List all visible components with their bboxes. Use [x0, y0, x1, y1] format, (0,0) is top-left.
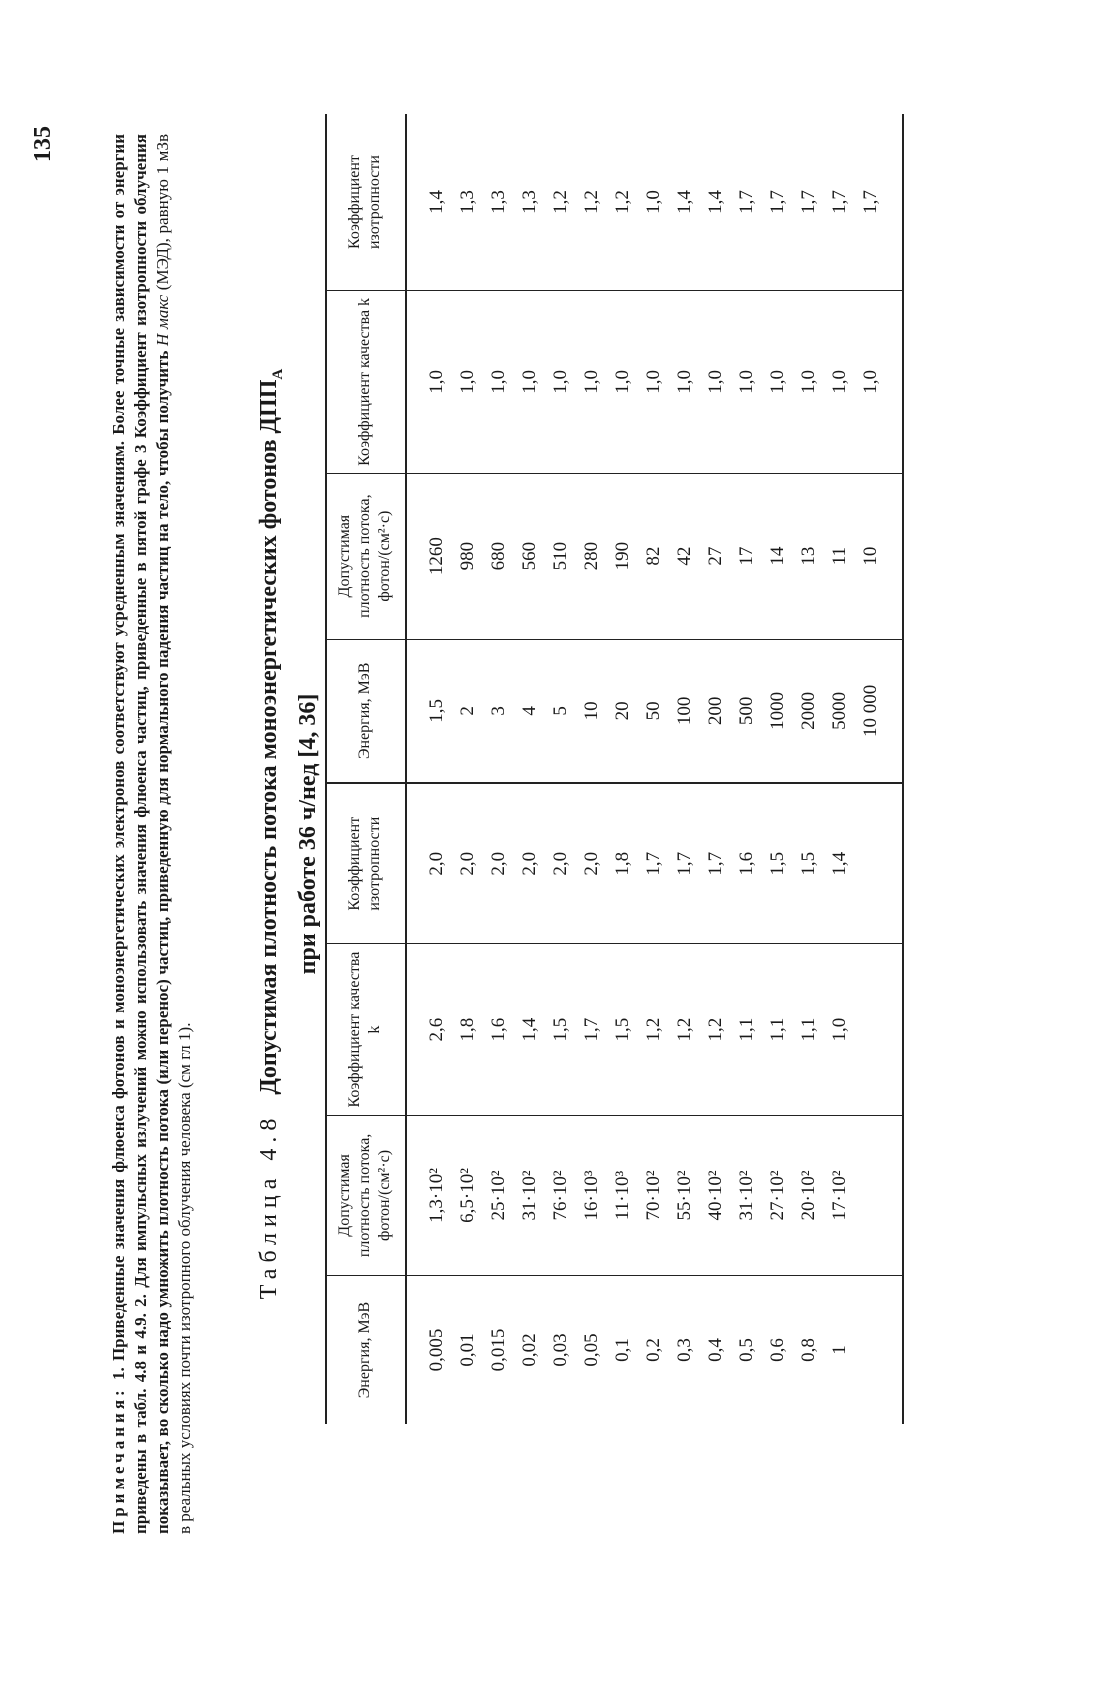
cell-isotropy-1: 2,0	[406, 783, 452, 944]
cell-isotropy-2: 1,7	[824, 114, 855, 291]
cell-quality-2: 1,0	[824, 291, 855, 474]
header-isotropy-1: Коэффициент изотропности	[326, 783, 406, 944]
cell-isotropy-2: 1,7	[762, 114, 793, 291]
cell-isotropy-1: 2,0	[545, 783, 576, 944]
table-row	[855, 114, 903, 1424]
cell-energy-2: 100	[669, 639, 700, 783]
cell-flux-1: 55·10²	[669, 1115, 700, 1275]
table-row	[576, 114, 607, 1424]
cell-quality-1: 1,5	[607, 944, 638, 1115]
cell-energy-1: 1	[829, 1345, 850, 1355]
cell-quality-1	[855, 944, 903, 1115]
notes-hmax: H макс	[153, 294, 172, 346]
cell-energy-1: 0,3	[674, 1338, 695, 1362]
table-row	[638, 114, 669, 1424]
cell-flux-1: 1,3·10²	[406, 1115, 452, 1275]
cell-energy-2: 4	[514, 639, 545, 783]
cell-flux-1: 31·10²	[514, 1115, 545, 1275]
cell-energy-2: 10 000	[855, 639, 903, 783]
table-number: Таблица 4.8	[256, 1112, 282, 1300]
cell-flux-1: 40·10²	[700, 1115, 731, 1275]
cell-energy-1: 0,005	[426, 1328, 447, 1372]
cell-isotropy-2: 1,4	[669, 114, 700, 291]
page-number: 135	[30, 126, 56, 162]
header-isotropy-2: Коэффициент изотропности	[326, 114, 406, 291]
table-row	[452, 114, 483, 1424]
cell-energy-1	[855, 1276, 903, 1424]
table-subtitle: при работе 36 ч/нед [4, 36]	[294, 693, 321, 975]
cell-isotropy-1: 2,0	[514, 783, 545, 944]
cell-isotropy-2: 1,4	[406, 114, 452, 291]
cell-quality-2: 1,0	[700, 291, 731, 474]
cell-quality-1: 1,1	[731, 944, 762, 1115]
table-row	[700, 114, 731, 1424]
header-quality-2: Коэффициент качества k	[326, 291, 406, 474]
cell-energy-2: 20	[607, 639, 638, 783]
cell-energy-1: 0,015	[488, 1328, 509, 1372]
cell-energy-2: 3	[483, 639, 514, 783]
cell-energy-1: 0,05	[581, 1333, 602, 1367]
cell-quality-1: 1,7	[576, 944, 607, 1115]
table-row	[793, 114, 824, 1424]
cell-energy-1: 0,2	[643, 1338, 664, 1362]
cell-flux-2: 17	[731, 473, 762, 639]
cell-energy-2: 200	[700, 639, 731, 783]
cell-isotropy-2: 1,4	[700, 114, 731, 291]
cell-isotropy-2: 1,2	[545, 114, 576, 291]
cell-quality-1: 1,1	[762, 944, 793, 1115]
cell-quality-2: 1,0	[855, 291, 903, 474]
cell-isotropy-2: 1,2	[607, 114, 638, 291]
cell-quality-2: 1,0	[576, 291, 607, 474]
cell-quality-1: 1,0	[824, 944, 855, 1115]
cell-energy-1: 0,1	[612, 1338, 633, 1362]
cell-quality-1: 1,8	[452, 944, 483, 1115]
cell-isotropy-2: 1,7	[731, 114, 762, 291]
header-flux-1: Допустимая плотность потока, фотон/(см²·с)	[326, 1115, 406, 1275]
header-energy-1: Энергия, МэВ	[326, 1276, 406, 1424]
cell-flux-1: 31·10²	[731, 1115, 762, 1275]
cell-quality-2: 1,0	[731, 291, 762, 474]
table-caption	[254, 124, 323, 1544]
cell-flux-2: 11	[824, 473, 855, 639]
cell-flux-2: 560	[514, 473, 545, 639]
cell-energy-1: 0,03	[550, 1333, 571, 1367]
cell-isotropy-2: 1,7	[793, 114, 824, 291]
cell-quality-2: 1,0	[545, 291, 576, 474]
cell-energy-2: 10	[576, 639, 607, 783]
cell-flux-2: 1260	[406, 473, 452, 639]
cell-flux-1: 20·10²	[793, 1115, 824, 1275]
cell-quality-2: 1,0	[669, 291, 700, 474]
table-row	[406, 114, 452, 1424]
cell-isotropy-1: 1,6	[731, 783, 762, 944]
cell-isotropy-1: 1,4	[824, 783, 855, 944]
table-header-row	[326, 114, 406, 1424]
cell-quality-2: 1,0	[452, 291, 483, 474]
cell-quality-1: 2,6	[406, 944, 452, 1115]
notes-text-b: (МЭД), равную 1 мЗв в реальных условиях почти изотропного облучения человека (см гл 1).	[153, 134, 194, 1534]
cell-energy-1: 0,8	[798, 1338, 819, 1362]
cell-flux-1: 25·10²	[483, 1115, 514, 1275]
cell-isotropy-1: 1,5	[793, 783, 824, 944]
cell-flux-2: 13	[793, 473, 824, 639]
cell-flux-2: 27	[700, 473, 731, 639]
table-row	[762, 114, 793, 1424]
cell-flux-2: 10	[855, 473, 903, 639]
cell-quality-2: 1,0	[793, 291, 824, 474]
notes-paragraph	[108, 134, 196, 1534]
cell-flux-2: 42	[669, 473, 700, 639]
cell-isotropy-2: 1,7	[855, 114, 903, 291]
cell-quality-1: 1,6	[483, 944, 514, 1115]
cell-flux-2: 980	[452, 473, 483, 639]
cell-energy-2: 500	[731, 639, 762, 783]
cell-isotropy-2: 1,0	[638, 114, 669, 291]
cell-energy-1: 0,6	[767, 1338, 788, 1362]
notes-text-a: 1. Приведенные значения флюенса фотонов и моноэнергетических электронов соответствуют усредненным значениям. Более точные зависимости от энергии приведены в табл. 4.8 и 4.9. 2. Для импульсных излучений можно использовать значения флюенса частиц, приведенные в пятой графе 3 Коэффициент изотропности облучения показывает, во сколько надо умножить плотность потока (или перенос) частиц, приведенную для нормального падения частиц на тело, чтобы получить	[109, 134, 172, 1534]
cell-energy-1: 0,02	[519, 1333, 540, 1367]
cell-isotropy-2: 1,3	[514, 114, 545, 291]
header-quality-1: Коэффициент качества k	[326, 944, 406, 1115]
cell-energy-2: 5	[545, 639, 576, 783]
cell-quality-2: 1,0	[607, 291, 638, 474]
cell-isotropy-1: 2,0	[576, 783, 607, 944]
cell-isotropy-1	[855, 783, 903, 944]
cell-flux-2: 14	[762, 473, 793, 639]
cell-energy-2: 5000	[824, 639, 855, 783]
table-row	[669, 114, 700, 1424]
cell-quality-2: 1,0	[638, 291, 669, 474]
cell-energy-2: 2000	[793, 639, 824, 783]
cell-isotropy-2: 1,2	[576, 114, 607, 291]
cell-isotropy-1: 2,0	[483, 783, 514, 944]
cell-quality-1: 1,5	[545, 944, 576, 1115]
table-row	[607, 114, 638, 1424]
table-row	[483, 114, 514, 1424]
cell-flux-1: 76·10²	[545, 1115, 576, 1275]
data-table	[325, 114, 904, 1424]
cell-isotropy-2: 1,3	[483, 114, 514, 291]
table-row	[514, 114, 545, 1424]
cell-energy-1: 0,5	[736, 1338, 757, 1362]
data-table-wrapper	[325, 114, 904, 1424]
cell-flux-2: 680	[483, 473, 514, 639]
cell-flux-1: 6,5·10²	[452, 1115, 483, 1275]
cell-isotropy-2: 1,3	[452, 114, 483, 291]
cell-quality-2: 1,0	[762, 291, 793, 474]
notes-lead: Примечания:	[109, 1386, 128, 1534]
cell-quality-1: 1,2	[700, 944, 731, 1115]
cell-quality-1: 1,1	[793, 944, 824, 1115]
cell-quality-2: 1,0	[514, 291, 545, 474]
table-title-subscript: A	[269, 368, 286, 380]
cell-flux-2: 190	[607, 473, 638, 639]
cell-flux-2: 510	[545, 473, 576, 639]
cell-flux-1: 27·10²	[762, 1115, 793, 1275]
cell-isotropy-1: 1,7	[669, 783, 700, 944]
cell-flux-1: 70·10²	[638, 1115, 669, 1275]
cell-isotropy-1: 1,7	[638, 783, 669, 944]
header-flux-2: Допустимая плотность потока, фотон/(см²·с)	[326, 473, 406, 639]
cell-flux-1: 16·10³	[576, 1115, 607, 1275]
cell-isotropy-1: 1,7	[700, 783, 731, 944]
cell-flux-1	[855, 1115, 903, 1275]
header-energy-2: Энергия, МэВ	[326, 639, 406, 783]
cell-quality-2: 1,0	[406, 291, 452, 474]
cell-flux-1: 11·10³	[607, 1115, 638, 1275]
cell-energy-1: 0,01	[457, 1333, 478, 1367]
cell-energy-2: 2	[452, 639, 483, 783]
cell-flux-1: 17·10²	[824, 1115, 855, 1275]
cell-isotropy-1: 2,0	[452, 783, 483, 944]
cell-quality-1: 1,2	[669, 944, 700, 1115]
cell-quality-1: 1,4	[514, 944, 545, 1115]
cell-flux-2: 82	[638, 473, 669, 639]
cell-quality-2: 1,0	[483, 291, 514, 474]
cell-energy-1: 0,4	[705, 1338, 726, 1362]
cell-quality-1: 1,2	[638, 944, 669, 1115]
cell-isotropy-1: 1,8	[607, 783, 638, 944]
table-row	[545, 114, 576, 1424]
cell-flux-2: 280	[576, 473, 607, 639]
cell-energy-2: 1,5	[406, 639, 452, 783]
cell-energy-2: 1000	[762, 639, 793, 783]
cell-isotropy-1: 1,5	[762, 783, 793, 944]
table-title: Допустимая плотность потока моноэнергетических фотонов ДПП	[256, 379, 282, 1095]
cell-energy-2: 50	[638, 639, 669, 783]
table-row	[824, 114, 855, 1424]
table-row	[731, 114, 762, 1424]
